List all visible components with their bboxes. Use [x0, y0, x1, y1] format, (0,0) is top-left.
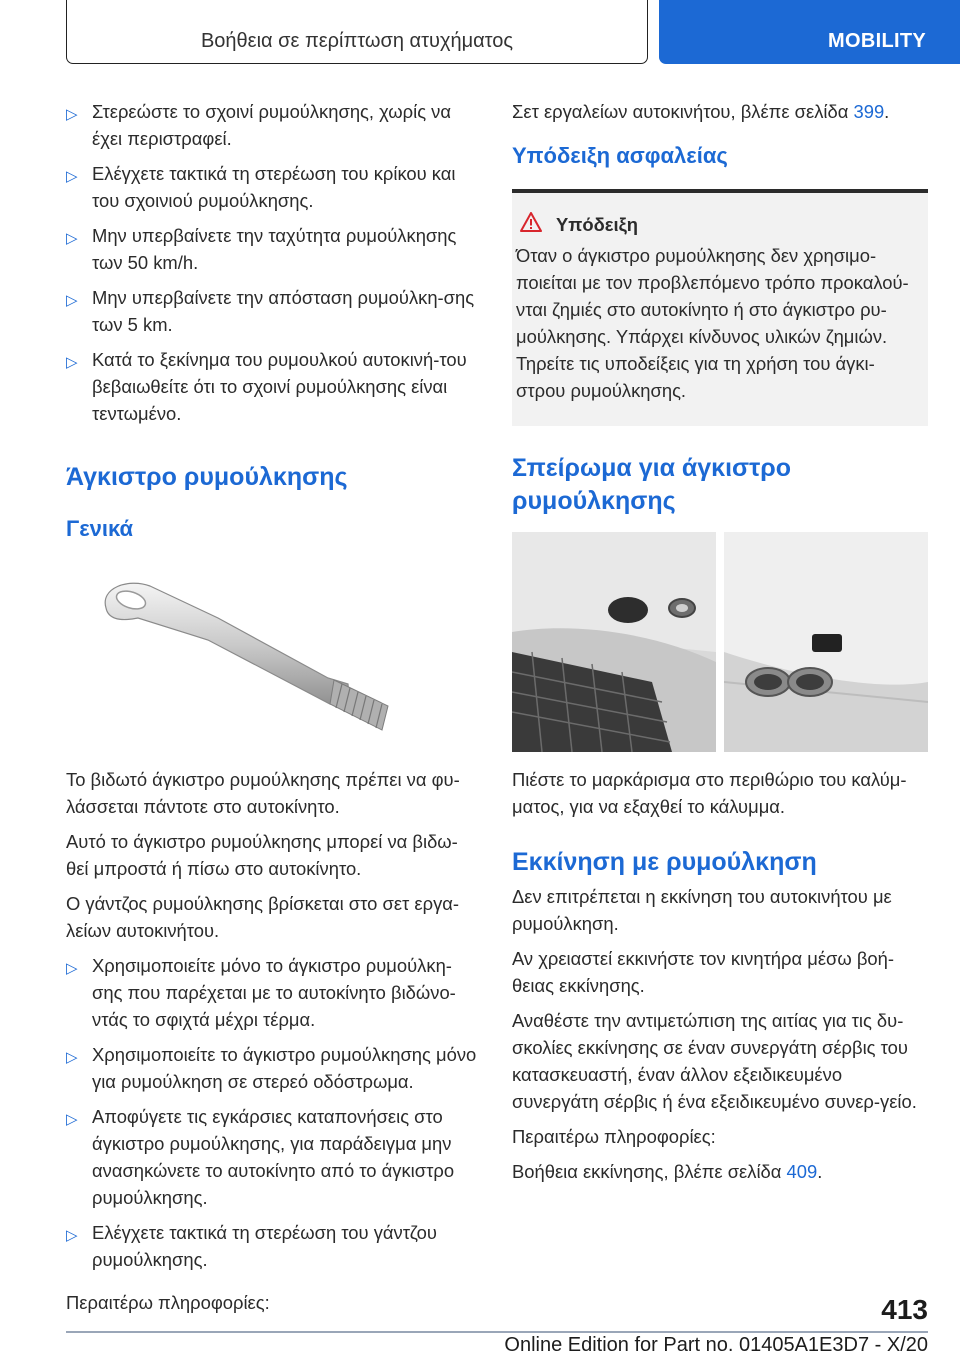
warning-triangle-icon	[520, 212, 542, 232]
subheading-general: Γενικά	[66, 516, 134, 541]
triangle-right-icon: ▷	[66, 230, 78, 247]
footer-edition: Online Edition for Part no. 01405A1E3D7 - X/20	[504, 1334, 928, 1356]
list-item: ▷ Ελέγχετε τακτικά τη στερέωση του κρίκου και του σχοινιού ρυμούλκησης.	[66, 163, 456, 211]
triangle-right-icon: ▷	[66, 1111, 78, 1128]
triangle-right-icon: ▷	[66, 354, 78, 371]
header-section-tab	[66, 0, 648, 64]
note-text: Όταν ο άγκιστρο ρυμούλκησης δεν χρησιμο-ποιείται με τον προβλεπόμενο τρόπο προκαλού-νται ζημιές στο αυτοκίνητο ή στο άγκιστρο ρυ-μούλκησης. Υπάρχει κίνδυνος υλικών ζημιών. Τηρείτε τις υποδείξεις για τη χρήση του άγκι-στρου ρυμούλκησης.	[516, 245, 909, 401]
right-column	[512, 98, 928, 1193]
paragraph: Αναθέστε την αντιμετώπιση της αιτίας για τις δυ-σκολίες εκκίνησης σε έναν συνεργάτη σέρβις του κατασκευαστή, έναν άλλον εξειδικευμένο συνεργάτη σέρβις ή ένα εξειδικευμένο συνερ-γείο.	[512, 1010, 917, 1112]
list-item: ▷ Μην υπερβαίνετε την απόσταση ρυμούλκη-σης των 5 km.	[66, 287, 475, 335]
list-item: ▷ Μην υπερβαίνετε την ταχύτητα ρυμούλκησης των 50 km/h.	[66, 225, 457, 273]
subheading-safety: Υπόδειξη ασφαλείας	[512, 143, 728, 168]
triangle-right-icon: ▷	[66, 168, 78, 185]
section-heading-tow-hook: Άγκιστρο ρυμούλκησης	[66, 463, 348, 491]
further-info-label: Περαιτέρω πληροφορίες:	[66, 1292, 270, 1313]
paragraph: Αν χρειαστεί εκκινήστε τον κινητήρα μέσω βοή-θειας εκκίνησης.	[512, 948, 895, 996]
triangle-right-icon: ▷	[66, 1049, 78, 1066]
list-item: ▷ Αποφύγετε τις εγκάρσιες καταπονήσεις στο άγκιστρο ρυμούλκησης, για παράδειγμα μην ανασηκώνετε το αυτοκίνητο από το άγκιστρο ρυμούλκησης.	[66, 1106, 455, 1208]
footer-divider	[66, 1331, 928, 1333]
page-link-409[interactable]: 409	[786, 1161, 818, 1182]
paragraph: Το βιδωτό άγκιστρο ρυμούλκησης πρέπει να φυ-λάσσεται πάντοτε στο αυτοκίνητο.	[66, 769, 460, 817]
triangle-right-icon: ▷	[66, 292, 78, 309]
list-item: ▷ Χρησιμοποιείτε μόνο το άγκιστρο ρυμούλκη-σης που παρέχεται με το αυτοκίνητο βιδώνο-ντάς το σφιχτά μέχρι τέρμα.	[66, 955, 456, 1030]
note-title: Υπόδειξη	[556, 211, 920, 238]
header-section-title: Βοήθεια σε περίπτωση ατυχήματος	[200, 30, 514, 52]
section-heading-tow-start: Εκκίνηση με ρυμούλκηση	[512, 848, 817, 876]
tow-hook-thread-photos	[512, 532, 928, 752]
page-number: 413	[881, 1294, 928, 1325]
section-heading-thread: Σπείρωμα για άγκιστρο ρυμούλκησης	[512, 454, 792, 515]
paragraph: Αυτό το άγκιστρο ρυμούλκησης μπορεί να βιδω-θεί μπροστά ή πίσω στο αυτοκίνητο.	[66, 831, 458, 879]
list-item: ▷ Στερεώστε το σχοινί ρυμούλκησης, χωρίς να έχει περιστραφεί.	[66, 101, 451, 149]
rear-bumper-photo	[724, 532, 928, 752]
further-info-label: Περαιτέρω πληροφορίες:	[512, 1126, 716, 1147]
list-item: ▷ Χρησιμοποιείτε το άγκιστρο ρυμούλκησης μόνο για ρυμούλκηση σε στερεό οδόστρωμα.	[66, 1044, 477, 1092]
toolkit-reference: Σετ εργαλείων αυτοκινήτου, βλέπε σελίδα 399.	[512, 101, 890, 122]
triangle-right-icon: ▷	[66, 1227, 78, 1244]
jump-start-reference: Βοήθεια εκκίνησης, βλέπε σελίδα 409.	[512, 1161, 823, 1182]
list-item: ▷ Ελέγχετε τακτικά τη στερέωση του γάντζου ρυμούλκησης.	[66, 1222, 437, 1270]
tow-hook-illustration	[98, 578, 398, 748]
front-bumper-photo	[512, 532, 716, 752]
header-chapter-tab[interactable]	[659, 0, 960, 64]
header-chapter-label: MOBILITY	[828, 30, 926, 52]
triangle-right-icon: ▷	[66, 960, 78, 977]
safety-note-box	[512, 189, 928, 426]
list-item: ▷ Κατά το ξεκίνημα του ρυμουλκού αυτοκινή-του βεβαιωθείτε ότι το σχοινί ρυμούλκησης είναι τεντωμένο.	[66, 349, 467, 424]
triangle-right-icon: ▷	[66, 106, 78, 123]
left-column	[66, 98, 478, 1324]
press-cover-instruction: Πιέστε το μαρκάρισμα στο περιθώριο του καλύμ-ματος, για να εξαχθεί το κάλυμμα.	[512, 769, 907, 817]
page-link-399[interactable]: 399	[853, 101, 885, 122]
paragraph: Δεν επιτρέπεται η εκκίνηση του αυτοκινήτου με ρυμούλκηση.	[512, 886, 892, 934]
paragraph: Ο γάντζος ρυμούλκησης βρίσκεται στο σετ εργα-λείων αυτοκινήτου.	[66, 893, 460, 941]
